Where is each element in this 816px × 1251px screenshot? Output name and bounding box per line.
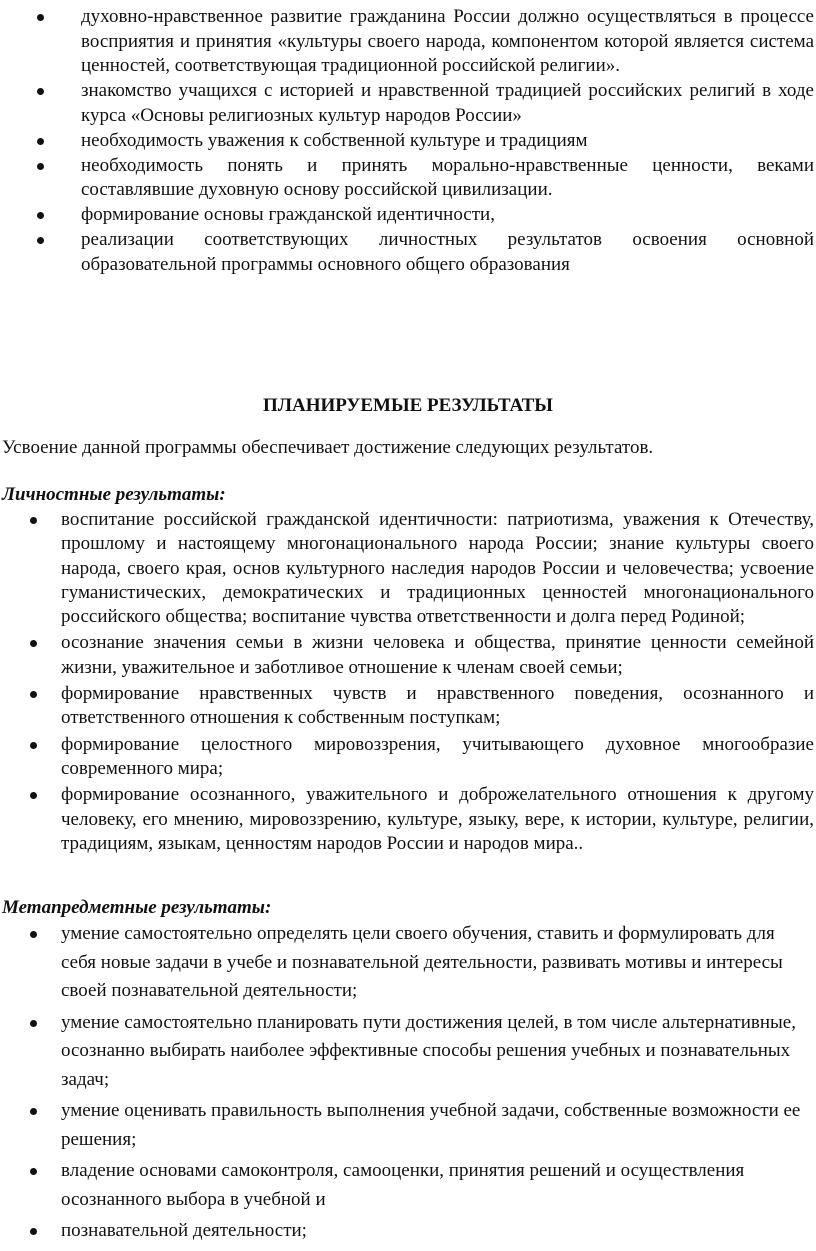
meta-results-section xyxy=(0,920,816,1246)
list-item: формирование осознанного, уважительного и доброжелательного отношения к другому человеку, его мнению, мировоззрению, культуре, языку, вере, к истории, культуре, религии, традициям, языкам, ценностям народов России и народов мира.. xyxy=(61,783,814,856)
personal-results-list xyxy=(0,508,816,856)
list-item: духовно-нравственное развитие гражданина России должно осуществляться в процессе восприятия и принятия «культуры своего народа, компонентом которой является система ценностей, соответствующая традиционной российской религии». xyxy=(81,5,814,79)
list-item: знакомство учащихся с историей и нравственной традицией российских религий в ходе курса «Основы религиозных культур народов России» xyxy=(81,79,814,128)
list-item: познавательной деятельности; xyxy=(61,1217,814,1246)
list-item: умение самостоятельно определять цели своего обучения, ставить и формулировать для себя новые задачи в учебе и познавательной деятельности, развивать мотивы и интересы своей познавательной деятельности; xyxy=(61,920,814,1006)
list-item: осознание значения семьи в жизни человека и общества, принятие ценности семейной жизни, уважительное и заботливое отношение к членам своей семьи; xyxy=(61,631,814,680)
list-item: необходимость уважения к собственной культуре и традициям xyxy=(81,129,814,154)
list-item: формирование нравственных чувств и нравственного поведения, осознанного и ответственного отношения к собственным поступкам; xyxy=(61,682,814,731)
meta-results-heading: Метапредметные результаты: xyxy=(2,897,272,918)
section-title: ПЛАНИРУЕМЫЕ РЕЗУЛЬТАТЫ xyxy=(263,395,553,416)
list-item: необходимость понять и принять морально-нравственные ценности, веками составлявшие духовную основу российской цивилизации. xyxy=(81,154,814,203)
list-item: формирование основы гражданской идентичности, xyxy=(81,203,814,228)
section-intro-text: Усвоение данной программы обеспечивает достижение следующих результатов. xyxy=(2,437,654,458)
personal-results-heading: Личностные результаты: xyxy=(2,484,226,505)
intro-bullet-list xyxy=(0,5,816,277)
personal-results-section xyxy=(0,508,816,856)
list-item: владение основами самоконтроля, самооценки, принятия решений и осуществления осознанного выбора в учебной и xyxy=(61,1157,814,1214)
list-item: формирование целостного мировоззрения, учитывающего духовное многообразие современного мира; xyxy=(61,733,814,782)
intro-section xyxy=(0,5,816,277)
list-item: умение самостоятельно планировать пути достижения целей, в том числе альтернативные, осознанно выбирать наиболее эффективные способы решения учебных и познавательных задач; xyxy=(61,1009,814,1095)
list-item: умение оценивать правильность выполнения учебной задачи, собственные возможности ее решения; xyxy=(61,1097,814,1154)
meta-results-list xyxy=(0,920,816,1246)
list-item: реализации соответствующих личностных результатов освоения основной образовательной программы основного общего образования xyxy=(81,228,814,277)
list-item: воспитание российской гражданской идентичности: патриотизма, уважения к Отечеству, прошлому и настоящему многонационального народа России; знание культуры своего народа, своего края, основ культурного наследия народов России и человечества; усвоение гуманистических, демократических и традиционных ценностей многонационального российского общества; воспитание чувства ответственности и долга перед Родиной; xyxy=(61,508,814,629)
